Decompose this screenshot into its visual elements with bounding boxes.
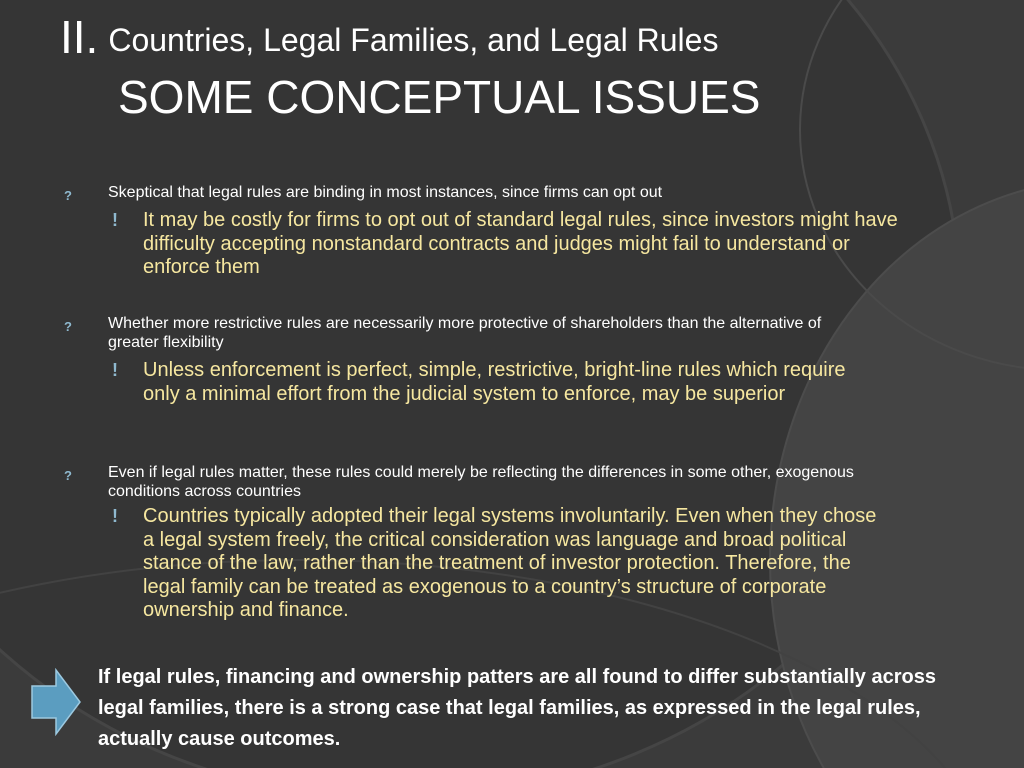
exclamation-bullet-icon: ! [112, 506, 118, 526]
slide-title [60, 11, 960, 123]
sub-point-text: Countries typically adopted their legal systems involuntarily. Even when they chose a legal system freely, the critical consideration was language and broad political stance of the law, rather than the treatment of investor protection. Therefore, the legal family can be treated as exogenous to a country’s structure of corporate ownership and finance. [143, 505, 877, 621]
bullet-point-1 [62, 183, 922, 202]
question-bullet-icon: ? [64, 188, 72, 203]
bullet-text: Even if legal rules matter, these rules could merely be reflecting the differences in some other, exogenous conditions across countries [108, 464, 854, 500]
exclamation-bullet-icon: ! [112, 360, 118, 380]
sub-point-text: It may be costly for firms to opt out of standard legal rules, since investors might have difficulty accepting nonstandard contracts and judges might fail to understand or enforce them [143, 209, 898, 278]
sub-point-3 [112, 505, 912, 623]
title-text: Countries, Legal Families, and Legal Rules [108, 22, 719, 58]
bullet-text: Whether more restrictive rules are necessarily more protective of shareholders than the alternative of greater flexibility [108, 315, 822, 351]
sub-point-1 [112, 209, 912, 280]
bullet-text: Skeptical that legal rules are binding in most instances, since firms can opt out [108, 184, 663, 201]
bullet-point-3 [62, 463, 922, 501]
title-line [60, 11, 960, 63]
section-number: II. [60, 11, 99, 63]
slide-subtitle: SOME CONCEPTUAL ISSUES [118, 71, 761, 123]
question-bullet-icon: ? [64, 319, 72, 334]
conclusion-text: If legal rules, financing and ownership patters are all found to differ substantially across legal families, there is a strong case that legal families, as expressed in the legal rules, actually cause outcomes. [98, 666, 936, 750]
question-bullet-icon: ? [64, 468, 72, 483]
right-arrow-icon [30, 668, 82, 736]
sub-point-2 [112, 359, 912, 406]
sub-point-text: Unless enforcement is perfect, simple, restrictive, bright-line rules which require only a minimal effort from the judicial system to enforce, may be superior [143, 359, 846, 405]
bullet-point-2 [62, 314, 922, 352]
exclamation-bullet-icon: ! [112, 210, 118, 230]
